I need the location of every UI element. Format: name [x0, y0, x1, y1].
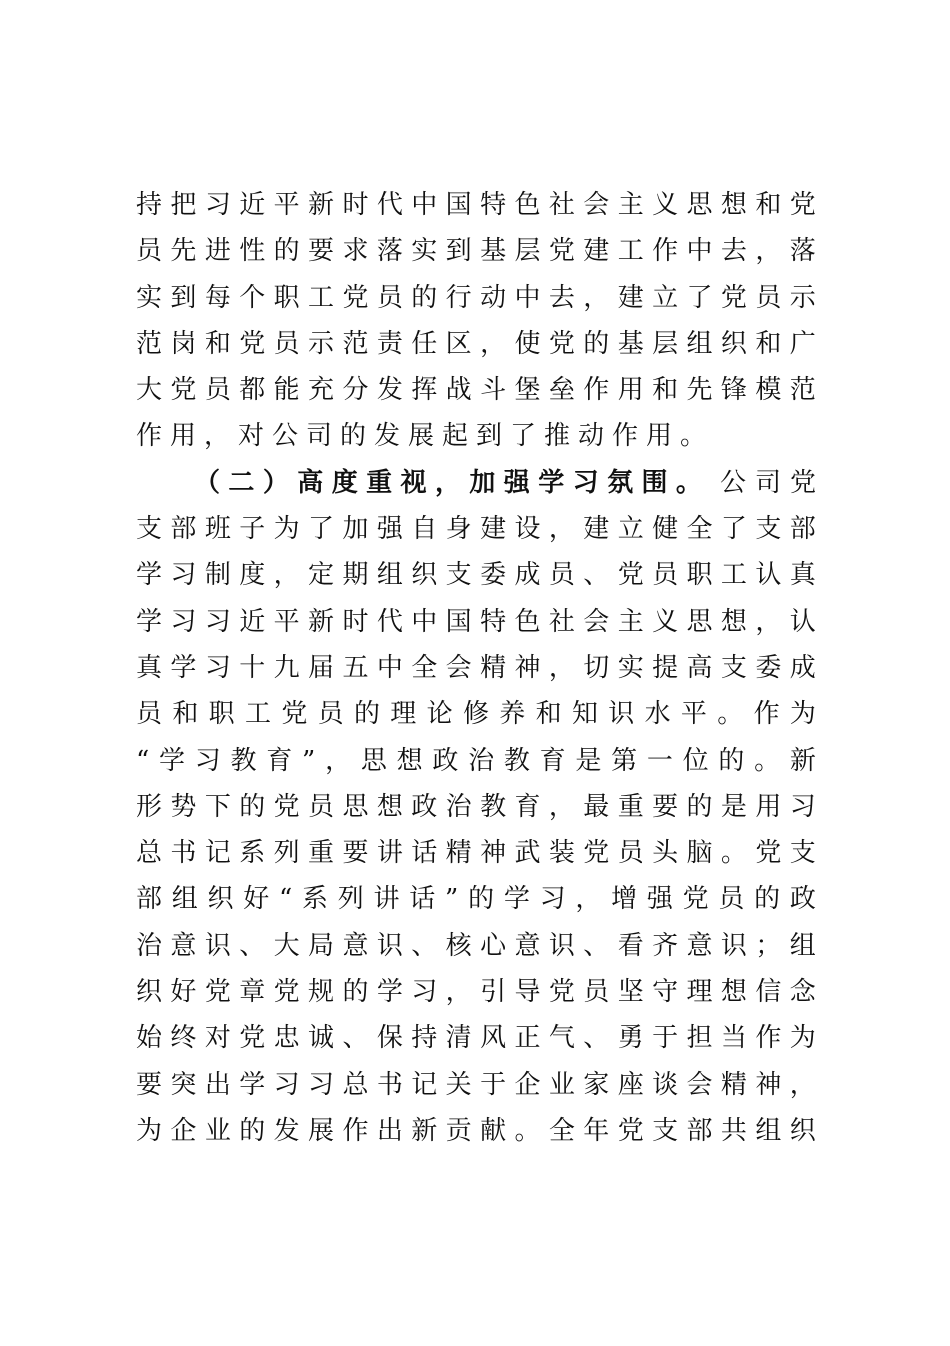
line-text: 始 终 对 党 忠 诚 、 保 持 清 风 正 气 、 勇 于 担 当 作 为	[136, 1023, 816, 1054]
line-text: 持 把 习 近 平 新 时 代 中 国 特 色 社 会 主 义 思 想 和 党	[136, 190, 816, 220]
text-line	[136, 552, 816, 598]
text-line	[136, 228, 816, 274]
line-text: 实 到 每 个 职 工 党 员 的 行 动 中 去 ， 建 立 了 党 员 示	[136, 282, 816, 313]
text-line	[136, 275, 816, 321]
text-line	[136, 1108, 816, 1154]
line-text: 治 意 识 、 大 局 意 识 、 核 心 意 识 、 看 齐 意 识 ； 组	[136, 930, 816, 961]
line-text: 部 组 织 好 “ 系 列 讲 话 ” 的 学 习 ， 增 强 党 员 的 政	[136, 884, 816, 915]
text-line	[136, 460, 816, 506]
line-text: 真 学 习 十 九 届 五 中 全 会 精 神 ， 切 实 提 高 支 委 成	[136, 652, 816, 683]
line-text: 学 习 习 近 平 新 时 代 中 国 特 色 社 会 主 义 思 想 ， 认	[136, 606, 816, 637]
line-text: 员 先 进 性 的 要 求 落 实 到 基 层 党 建 工 作 中 去 ， 落	[136, 236, 816, 267]
paragraph-indent	[136, 460, 194, 506]
section-heading: （ 二 ） 高 度 重 视 ， 加 强 学 习 氛 围 。	[194, 467, 702, 498]
text-line	[136, 413, 816, 459]
line-text: 形 势 下 的 党 员 思 想 政 治 教 育 ， 最 重 要 的 是 用 习	[136, 791, 816, 822]
line-text: 大 党 员 都 能 充 分 发 挥 战 斗 堡 垒 作 用 和 先 锋 模 范	[136, 375, 816, 406]
body-text	[136, 182, 816, 1154]
text-line	[136, 1015, 816, 1061]
line-text: “ 学 习 教 育 ” ， 思 想 政 治 教 育 是 第 一 位 的 。 新	[136, 745, 816, 776]
text-line	[136, 830, 816, 876]
text-line	[136, 784, 816, 830]
line-text: 为 企 业 的 发 展 作 出 新 贡 献 。 全 年 党 支 部 共 组 织	[136, 1115, 816, 1146]
line-text: 织 好 党 章 党 规 的 学 习 ， 引 导 党 员 坚 守 理 想 信 念	[136, 977, 816, 1008]
text-line	[136, 923, 816, 969]
text-line	[136, 876, 816, 922]
text-line	[136, 738, 816, 784]
line-text: 作 用 ， 对 公 司 的 发 展 起 到 了 推 动 作 用 。	[136, 421, 707, 452]
text-line	[136, 645, 816, 691]
line-text: 要 突 出 学 习 习 总 书 记 关 于 企 业 家 座 谈 会 精 神 ，	[136, 1069, 816, 1100]
text-line	[136, 599, 816, 645]
text-line	[136, 1062, 816, 1108]
text-line	[136, 969, 816, 1015]
line-text: 员 和 职 工 党 员 的 理 论 修 养 和 知 识 水 平 。 作 为	[136, 699, 816, 730]
line-text: 范 岗 和 党 员 示 范 责 任 区 ， 使 党 的 基 层 组 织 和 广	[136, 328, 816, 359]
text-line	[136, 367, 816, 413]
text-line	[136, 506, 816, 552]
text-line	[136, 321, 816, 367]
text-line	[136, 182, 816, 228]
line-text: 学 习 制 度 ， 定 期 组 织 支 委 成 员 、 党 员 职 工 认 真	[136, 560, 816, 591]
text-line	[136, 691, 816, 737]
line-text: 总 书 记 系 列 重 要 讲 话 精 神 武 装 党 员 头 脑 。 党 支	[136, 838, 816, 869]
line-text: 公 司 党	[720, 467, 816, 498]
line-text: 支 部 班 子 为 了 加 强 自 身 建 设 ， 建 立 健 全 了 支 部	[136, 514, 816, 545]
